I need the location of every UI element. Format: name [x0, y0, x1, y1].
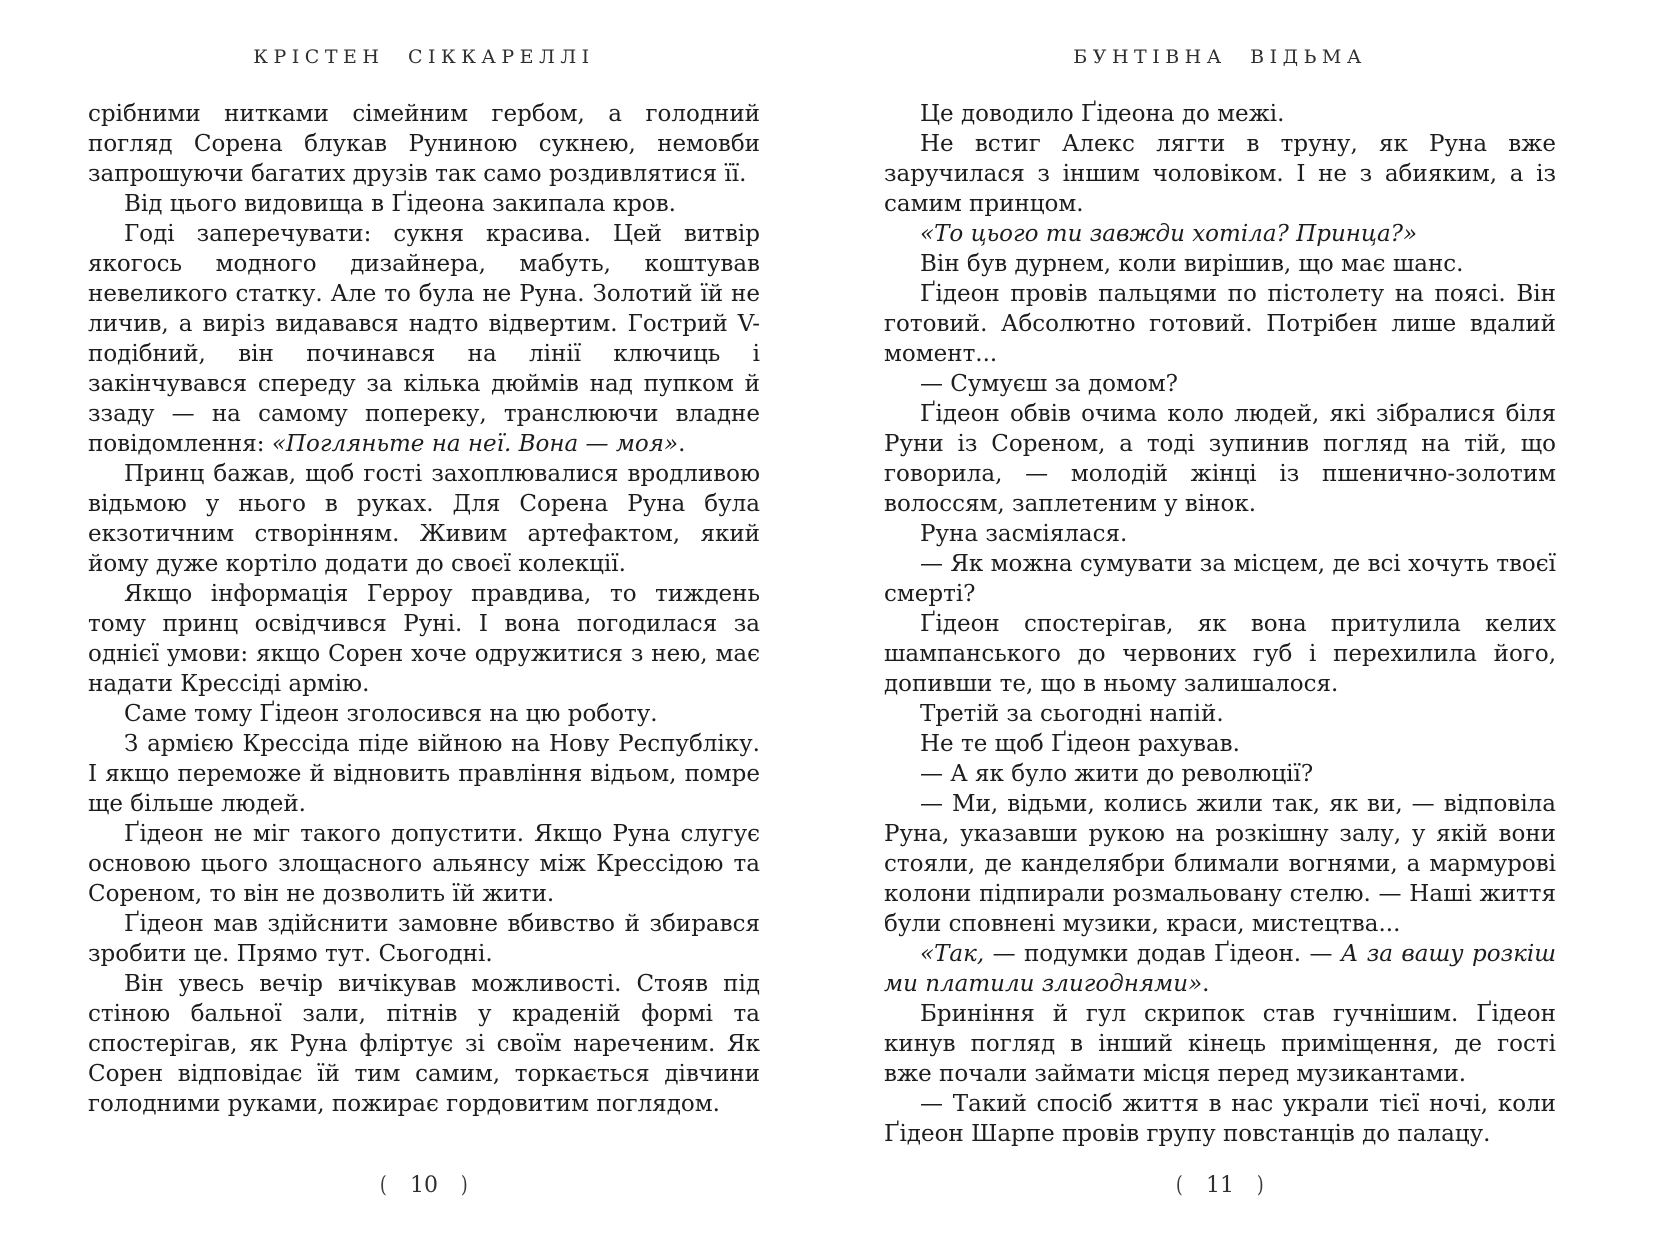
text-segment: Ґідеон обвів очима коло людей, які зібралися біля Руни із Сореном, а тоді зупинив погляд на тій, що говорила, — молодій жінці із пшенично-золотим волоссям, заплетеним у вінок. [884, 401, 1556, 517]
text-segment-italic: «То цього ти завжди хотіла? Принца?» [920, 221, 1418, 247]
text-segment: Ґідеон спостерігав, як вона притулила келих шампанського до червоних губ і перехилила його, допивши те, що в ньому залишалося. [884, 611, 1556, 697]
paragraph [884, 549, 1556, 609]
page-left [88, 0, 760, 1240]
running-head-author: КРІСТЕН СІККАРЕЛЛІ [253, 46, 595, 68]
text-segment: Ґідеон мав здійснити замовне вбивство й збирався зробити це. Прямо тут. Сьогодні. [88, 911, 760, 967]
paragraph [884, 789, 1556, 939]
page-text-right [884, 99, 1556, 1149]
paragraph [88, 699, 760, 729]
text-segment: срібними нитками сімейним гербом, а голодний погляд Сорена блукав Руниною сукнею, немовби запрошуючи багатих друзів так само роздивлятися її. [88, 101, 760, 187]
running-head-title: БУНТІВНА ВІДЬМА [1073, 46, 1367, 68]
paragraph [884, 1089, 1556, 1149]
paragraph [884, 249, 1556, 279]
folio-right [884, 1173, 1556, 1198]
text-segment: З армією Крессіда піде війною на Нову Республіку. І якщо переможе й відновить правління відьом, помре ще більше людей. [88, 731, 760, 817]
paragraph [884, 519, 1556, 549]
paragraph [88, 729, 760, 819]
folio-open-paren: ( [1176, 1173, 1184, 1198]
text-segment: Він був дурнем, коли вирішив, що має шанс. [920, 251, 1464, 277]
text-segment: — подумки додав Ґідеон. — [984, 941, 1341, 967]
text-segment: Годі заперечувати: сукня красива. Цей витвір якогось модного дизайнера, мабуть, коштував невеликого статку. Але то була не Руна. Золотий їй не личив, а виріз видавався надто відвертим. Гострий V-подібний, він починався на лінії ключиць і закінчувався спереду за кілька дюймів над пупком й ззаду — на самому попереку, транслюючи владне повідомлення: [88, 221, 760, 457]
text-segment: Принц бажав, щоб гості захоплювалися вродливою відьмою у нього в руках. Для Сорена Руна була екзотичним створінням. Живим артефактом, який йому дуже кортіло додати до своєї колекції. [88, 461, 760, 577]
paragraph [884, 219, 1556, 249]
text-segment: — Як можна сумувати за місцем, де всі хочуть твоєї смерті? [884, 551, 1556, 607]
text-segment-italic: «Погляньте на неї. Вона — моя» [271, 431, 679, 457]
page-number-right: 11 [1206, 1173, 1234, 1198]
text-segment: Він увесь вечір вичікував можливості. Стояв під стіною бальної зали, пітнів у краденій формі та спостерігав, як Руна фліртує зі своїм нареченим. Як Сорен відповідає їй тим самим, торкається дівчини голодними руками, пожирає гордовитим поглядом. [88, 971, 760, 1117]
text-segment: — Сумуєш за домом? [920, 371, 1178, 397]
paragraph [88, 579, 760, 699]
paragraph [884, 729, 1556, 759]
page-right [884, 0, 1556, 1240]
text-segment: — Такий спосіб життя в нас украли тієї ночі, коли Ґідеон Шарпе провів групу повстанців до палацу. [884, 1091, 1556, 1147]
text-segment: . [678, 431, 686, 457]
paragraph [88, 969, 760, 1119]
paragraph [88, 219, 760, 459]
text-segment: Це доводило Ґідеона до межі. [920, 101, 1285, 127]
folio-close-paren: ) [1256, 1173, 1264, 1198]
paragraph [88, 189, 760, 219]
text-segment: Саме тому Ґідеон зголосився на цю роботу. [124, 701, 658, 727]
text-segment-italic: А за вашу розкіш ми платили злигоднями» [884, 941, 1556, 997]
paragraph [884, 279, 1556, 369]
text-segment-italic: «Так, [920, 941, 985, 967]
text-segment: Не те щоб Ґідеон рахував. [920, 731, 1240, 757]
paragraph [884, 999, 1556, 1089]
text-segment: Руна засміялася. [920, 521, 1128, 547]
text-segment: — А як було жити до революції? [920, 761, 1314, 787]
page-text-left [88, 99, 760, 1119]
text-segment: Третій за сьогодні напій. [920, 701, 1224, 727]
text-segment: . [1202, 971, 1210, 997]
paragraph [88, 459, 760, 579]
paragraph [884, 699, 1556, 729]
text-segment: Ґідеон не міг такого допустити. Якщо Руна слугує основою цього злощасного альянсу між Крессідою та Сореном, то він не дозволить їй жити. [88, 821, 760, 907]
paragraph [884, 609, 1556, 699]
folio-close-paren: ) [460, 1173, 468, 1198]
paragraph [884, 369, 1556, 399]
paragraph [88, 909, 760, 969]
paragraph [88, 819, 760, 909]
folio-left [88, 1173, 760, 1198]
page-number-left: 10 [410, 1173, 438, 1198]
paragraph [884, 939, 1556, 999]
folio-open-paren: ( [380, 1173, 388, 1198]
text-segment: — Ми, відьми, колись жили так, як ви, — відповіла Руна, указавши рукою на розкішну залу, у якій вони стояли, де канделябри блимали вогнями, а мармурові колони підпирали розмальовану стелю. — Наші життя були сповнені музики, краси, мистецтва... [884, 791, 1556, 937]
text-segment: Якщо інформація Герроу правдива, то тиждень тому принц освідчився Руні. І вона погодилася за однієї умови: якщо Сорен хоче одружитися з нею, має надати Крессіді армію. [88, 581, 760, 697]
paragraph [88, 99, 760, 189]
text-segment: Не встиг Алекс лягти в труну, як Руна вже заручилася з іншим чоловіком. І не з абияким, а із самим принцом. [884, 131, 1556, 217]
paragraph [884, 399, 1556, 519]
text-segment: Ґідеон провів пальцями по пістолету на поясі. Він готовий. Абсолютно готовий. Потрібен лише вдалий момент... [884, 281, 1556, 367]
paragraph [884, 759, 1556, 789]
text-segment: Від цього видовища в Ґідеона закипала кров. [124, 191, 676, 217]
paragraph [884, 99, 1556, 129]
text-segment: Бриніння й гул скрипок став гучнішим. Ґідеон кинув погляд в інший кінець приміщення, де гості вже почали займати місця перед музикантами. [884, 1001, 1556, 1087]
paragraph [884, 129, 1556, 219]
